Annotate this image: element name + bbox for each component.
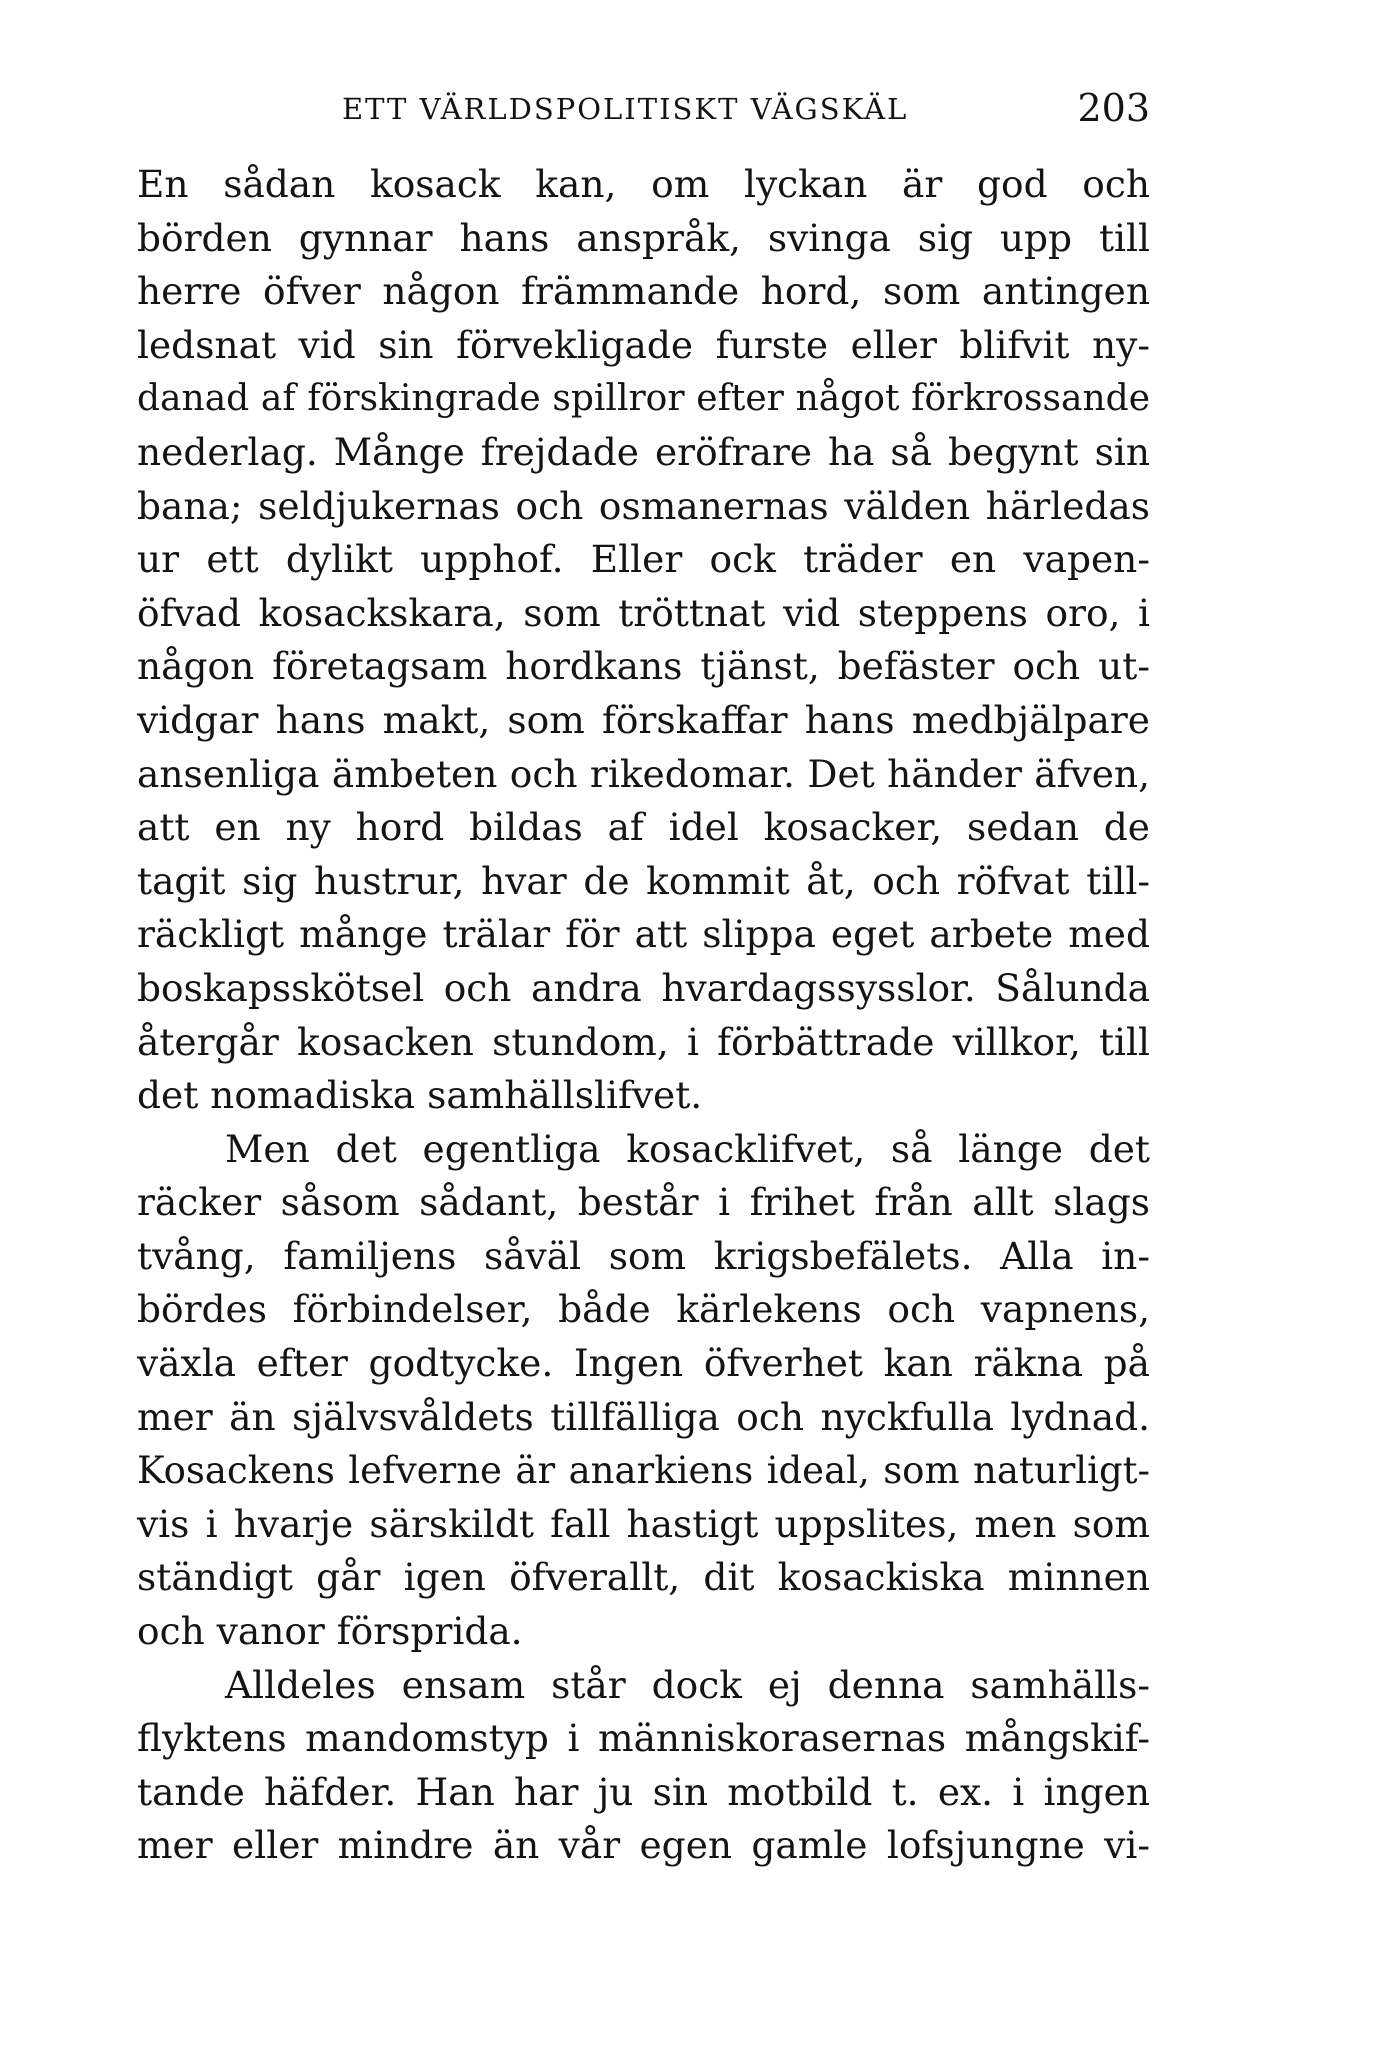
text-line: räcker såsom sådant, består i frihet från allt slags <box>137 1180 1150 1225</box>
text-line: bördes förbindelser, både kärlekens och vapnens, <box>137 1287 1150 1332</box>
text-line: vis i hvarje särskildt fall hastigt uppslites, men som <box>137 1501 1150 1546</box>
text-line: att en ny hord bildas af idel kosacker, sedan de <box>137 805 1150 850</box>
text-line: växla efter godtycke. Ingen öfverhet kan räkna på <box>137 1341 1150 1386</box>
page-number: 203 <box>1077 86 1150 130</box>
text-line: ansenliga ämbeten och rikedomar. Det händer äfven, <box>137 751 1150 796</box>
text-line: ledsnat vid sin förvekligade furste eller blifvit ny- <box>137 322 1150 367</box>
body-text <box>137 158 1150 1873</box>
text-line: börden gynnar hans anspråk, svinga sig upp till <box>137 215 1150 260</box>
text-line: mer än självsvåldets tillfälliga och nyckfulla lydnad. <box>137 1394 1150 1439</box>
text-line: flyktens mandomstyp i människorasernas mångskif- <box>137 1716 1150 1761</box>
paragraph <box>137 158 1150 1123</box>
text-line: danad af förskingrade spillror efter något förkrossande <box>137 378 1150 420</box>
text-line: tande häfder. Han har ju sin motbild t. ex. i ingen <box>137 1769 1150 1814</box>
text-line: ur ett dylikt upphof. Eller ock träder en vapen- <box>137 537 1150 582</box>
text-line: tagit sig hustrur, hvar de kommit åt, och röfvat till- <box>137 858 1150 903</box>
text-line: räckligt månge trälar för att slippa eget arbete med <box>137 912 1150 957</box>
text-line: det nomadiska samhällslifvet. <box>137 1073 703 1118</box>
text-line: ständigt går igen öfverallt, dit kosackiska minnen <box>137 1555 1150 1600</box>
text-line: Alldeles ensam står dock ej denna samhälls- <box>225 1662 1150 1707</box>
text-line: tvång, familjens såväl som krigsbefälets. Alla in- <box>137 1233 1150 1278</box>
text-line: Kosackens lefverne är anarkiens ideal, som naturligt- <box>137 1449 1150 1493</box>
text-line: Men det egentliga kosacklifvet, så länge det <box>225 1126 1150 1171</box>
text-line: och vanor försprida. <box>137 1609 523 1654</box>
text-line: boskapsskötsel och andra hvardagssysslor. Sålunda <box>137 965 1150 1010</box>
text-line: nederlag. Månge frejdade eröfrare ha så begynt sin <box>137 429 1150 474</box>
text-line: bana; seldjukernas och osmanernas välden härledas <box>137 483 1150 528</box>
text-line: återgår kosacken stundom, i förbättrade villkor, till <box>137 1019 1150 1064</box>
text-line: någon företagsam hordkans tjänst, befäster och ut- <box>137 644 1150 689</box>
text-line: mer eller mindre än vår egen gamle lofsjungne vi- <box>137 1823 1150 1868</box>
paragraph <box>137 1123 1150 1659</box>
running-title: ETT VÄRLDSPOLITISKT VÄGSKÄL <box>342 92 909 126</box>
running-head <box>137 86 1150 132</box>
text-line: herre öfver någon främmande hord, som antingen <box>137 269 1150 314</box>
text-line: öfvad kosackskara, som tröttnat vid steppens oro, i <box>137 590 1150 635</box>
paragraph <box>137 1659 1150 1873</box>
text-line: En sådan kosack kan, om lyckan är god och <box>137 162 1150 206</box>
text-line: vidgar hans makt, som förskaffar hans medbjälpare <box>137 697 1150 742</box>
